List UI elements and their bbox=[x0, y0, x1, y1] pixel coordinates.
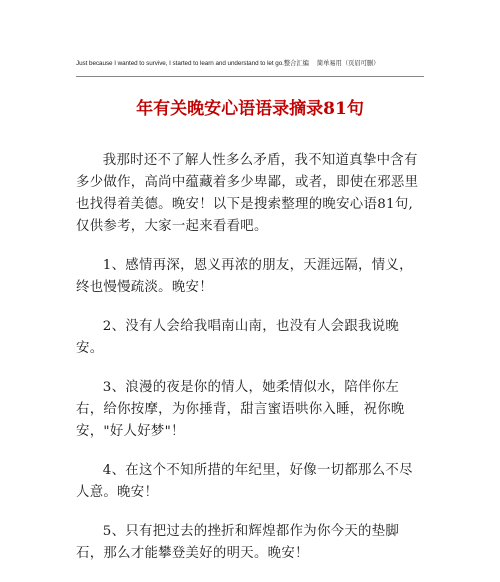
header-left-text: Just because I wanted to survive, I started to learn and understand to let go.整合汇编 bbox=[76, 60, 309, 67]
quote-item-4: 4、在这个不知所措的年纪里，好像一切都那么不尽人意。晚安！ bbox=[76, 463, 413, 500]
document-title: 年有关晚安心语语录摘录81句 bbox=[136, 99, 364, 119]
quote-item-1: 1、感情再深，恩义再浓的朋友，天涯远隔，情义，终也慢慢疏淡。晚安！ bbox=[76, 258, 413, 295]
intro-paragraph: 我那时还不了解人性多么矛盾，我不知道真挚中含有多少做作，高尚中蕴藏着多少卑鄙，或者，即使在邪恶里也找得着美德。晚安！以下是搜索整理的晚安心语81句,仅供参考，大家一起来看看吧。 bbox=[76, 153, 419, 234]
quote-item-5: 5、只有把过去的挫折和辉煌都作为你今天的垫脚石，那么才能攀登美好的明天。晚安！ bbox=[76, 524, 400, 561]
header-right-text: 简单易用（页眉可删） bbox=[316, 60, 380, 67]
page-header bbox=[76, 59, 424, 69]
document-body bbox=[76, 150, 424, 582]
quote-item-3: 3、浪漫的夜是你的情人，她柔情似水，陪伴你左右，给你按摩，为你捶背，甜言蜜语哄你入睡，祝你晚安，"好人好梦"！ bbox=[76, 380, 405, 439]
quote-item-2: 2、没有人会给我唱南山南，也没有人会跟我说晚安。 bbox=[76, 319, 400, 356]
header-divider bbox=[76, 76, 424, 77]
